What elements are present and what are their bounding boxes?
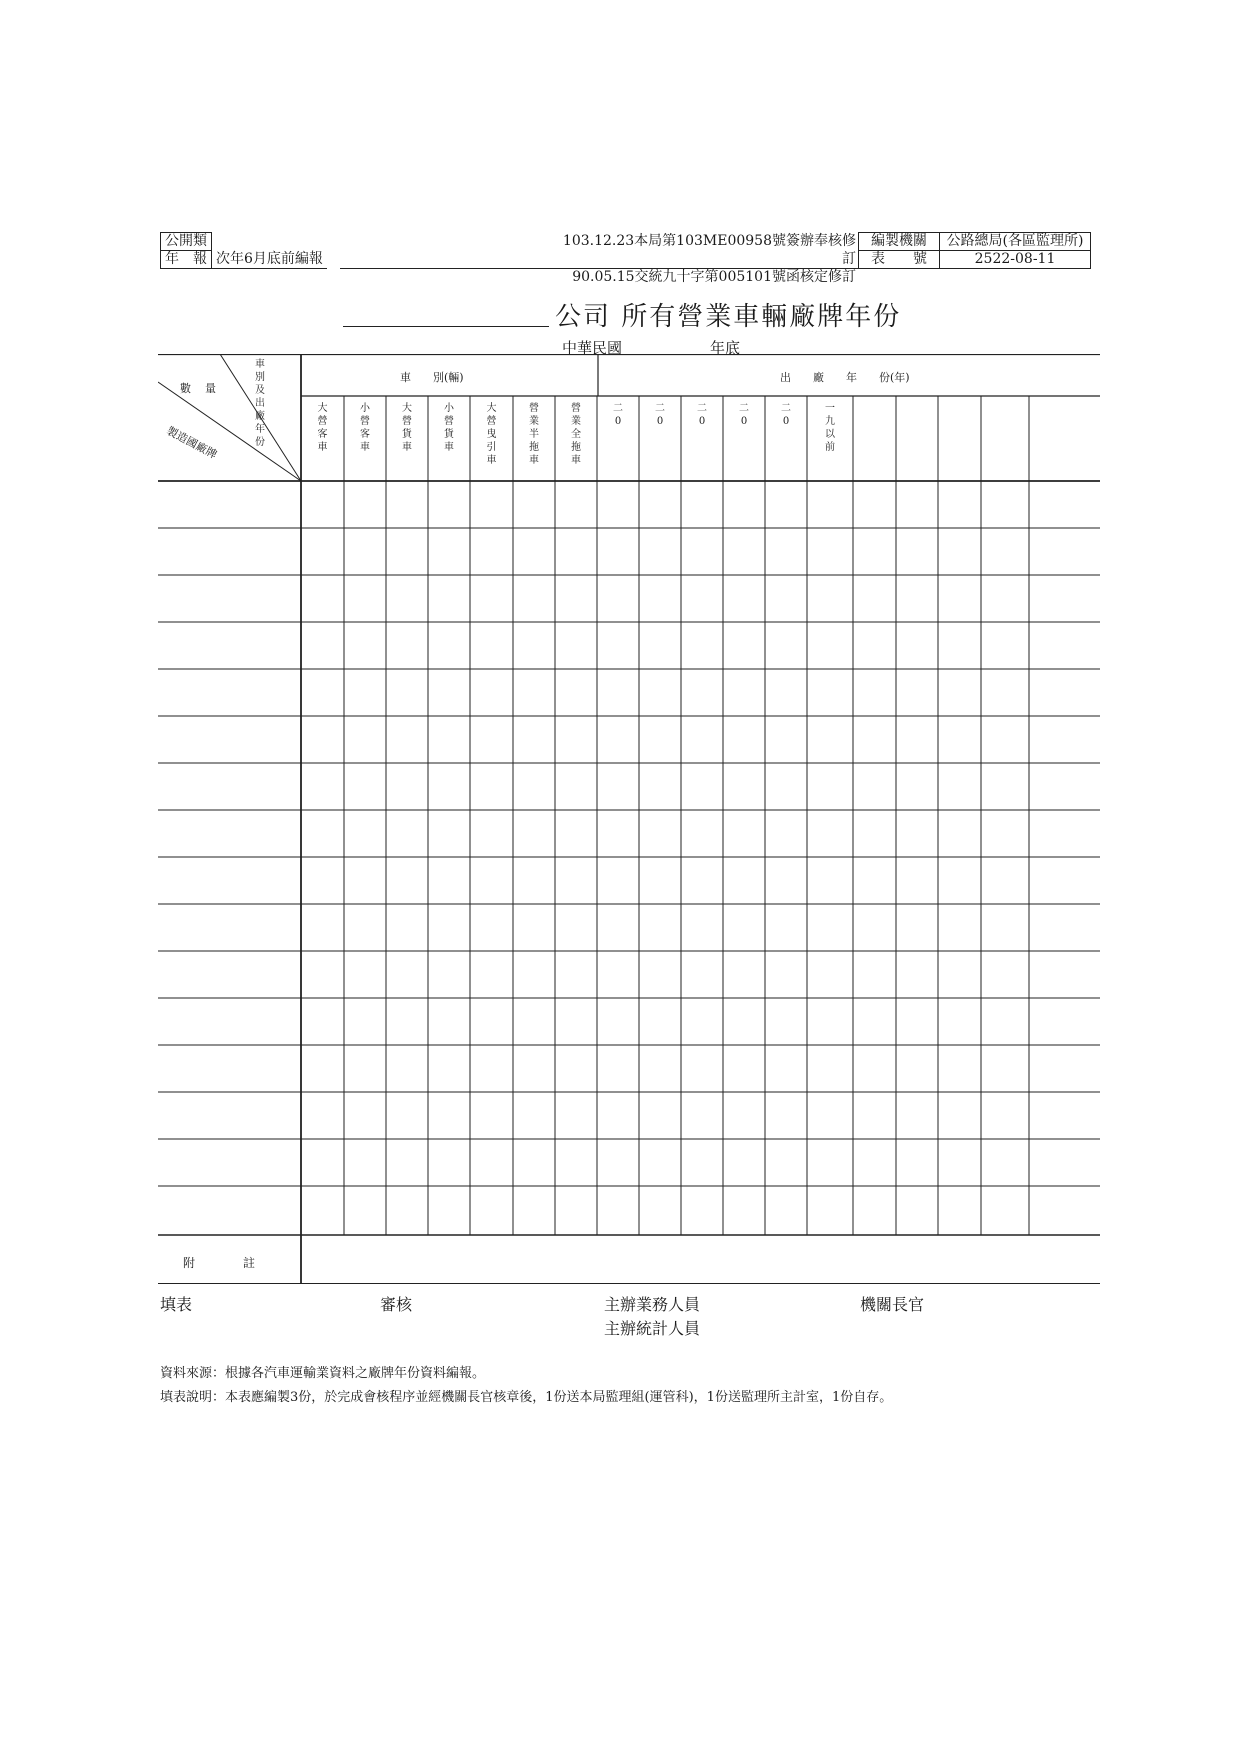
main-form-grid [158, 354, 1100, 1284]
period-label: 年 報 [161, 251, 212, 269]
deadline-text: 次年6月底前編報 [212, 251, 327, 269]
report-title: 公司 所有營業車輛廠牌年份 [555, 302, 902, 332]
signature-statistics-officer: 主辦統計人員 [604, 1319, 701, 1338]
revision-notes [556, 232, 856, 286]
remark-label: 附 註 [183, 1256, 256, 1270]
corner-label-quantity: 數量 [180, 382, 230, 395]
signature-business-officer: 主辦業務人員 [604, 1295, 701, 1314]
subtitle-year-end: 年底 [710, 339, 741, 357]
instructions-note: 填表說明：本表應編製3份，於完成會核程序並經機關長官核章後，1份送本局監理組(運管科)，1份送監理所主計室，1份自存。 [160, 1390, 893, 1405]
vehicle-type-header: 營業全拖車 [571, 403, 581, 466]
source-note: 資料來源：根據各汽車運輸業資料之廠牌年份資料編報。 [160, 1366, 486, 1381]
company-name-blank [343, 326, 549, 327]
form-no-label: 表 號 [859, 251, 940, 269]
signature-reviewer: 審核 [380, 1295, 413, 1314]
year-column-header: 一九以前 [825, 403, 835, 453]
year-column-header: 二0 [655, 403, 665, 427]
vehicle-type-header: 營業半拖車 [529, 403, 539, 466]
compiler-label: 編製機關 [859, 233, 940, 251]
revision-1: 103.12.23本局第103ME00958號簽辦奉核修訂 [562, 233, 856, 267]
header-right-table [858, 232, 1091, 269]
year-column-header: 二0 [613, 403, 623, 427]
revision-2: 90.05.15交統九十字第005101號函核定修訂 [572, 269, 856, 285]
vehicle-type-header: 小營貨車 [444, 403, 454, 453]
vehicle-type-header: 小營客車 [360, 403, 370, 453]
year-group-header: 出 廠 年 份(年) [780, 371, 910, 384]
signature-filler: 填表 [160, 1295, 193, 1314]
vehicle-type-header: 大營曳引車 [486, 403, 497, 466]
year-column-header: 二0 [781, 403, 791, 427]
header-left-table [160, 232, 327, 269]
vehicle-type-header: 大營客車 [317, 403, 328, 453]
vehicle-type-header: 大營貨車 [402, 403, 412, 453]
compiler-value: 公路總局(各區監理所) [940, 233, 1091, 251]
corner-label-vehicle-year: 車別及出廠年份 [255, 359, 265, 448]
year-column-header: 二0 [739, 403, 749, 427]
year-column-header: 二0 [697, 403, 707, 427]
subtitle-era: 中華民國 [562, 339, 623, 357]
corner-label-origin-brand: 製造國廠牌 [164, 424, 220, 462]
vehicle-group-header: 車 別(輛) [400, 371, 464, 384]
form-no-value: 2522-08-11 [940, 251, 1091, 269]
classification-label: 公開類 [161, 233, 212, 251]
signature-head: 機關長官 [860, 1295, 925, 1314]
header-left-underline [340, 268, 562, 269]
